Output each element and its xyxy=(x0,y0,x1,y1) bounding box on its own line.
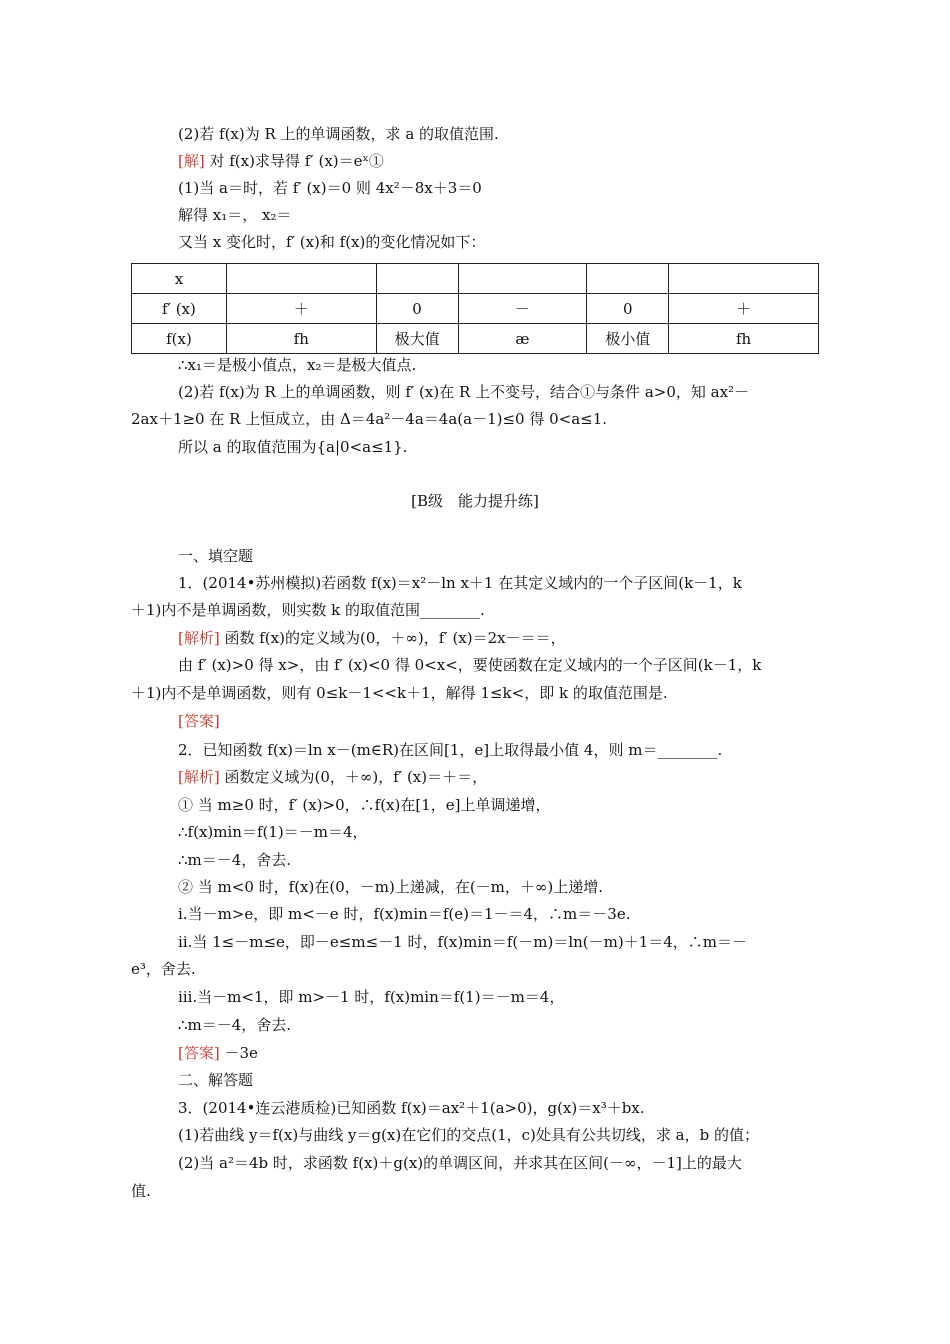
table-cell xyxy=(376,264,458,294)
text-line: 由 f′ (x)>0 得 x>，由 f′ (x)<0 得 0<x<，要使函数在定义域内的一个子区间(k－1，k xyxy=(178,656,762,674)
section-title: 二、解答题 xyxy=(178,1071,254,1089)
table-row xyxy=(132,264,819,294)
text-line: ∴m＝－4，舍去. xyxy=(178,851,292,869)
text-line: ∴f(x)min＝f(1)＝－m＝4， xyxy=(178,823,368,841)
text-line: 所以 a 的取值范围为{a|0<a≤1}. xyxy=(178,438,408,456)
answer-tag: [答案] xyxy=(178,1044,220,1062)
table-cell: － xyxy=(458,294,587,324)
question-line: 1．(2014•苏州模拟)若函数 f(x)＝x²－ln x＋1 在其定义域内的一个子区间(k－1，k xyxy=(178,574,742,592)
text-line: ⅲ.当－m<1，即 m>－1 时，f(x)min＝f(1)＝－m＝4， xyxy=(178,988,565,1006)
table-cell xyxy=(226,264,376,294)
text-line: e³，舍去. xyxy=(131,960,196,978)
answer-tag: [答案] xyxy=(178,712,220,730)
text-line: 又当 x 变化时，f′ (x)和 f(x)的变化情况如下： xyxy=(178,233,486,251)
text-line: ⅰ.当－m>e，即 m<－e 时，f(x)min＝f(e)＝1－＝4，∴m＝－3e. xyxy=(178,905,631,923)
question-line: ＋1)内不是单调函数，则实数 k 的取值范围________. xyxy=(131,601,485,619)
question-line: (1)若曲线 y＝f(x)与曲线 y＝g(x)在它们的交点(1，c)处具有公共切线，求 a，b 的值； xyxy=(178,1126,759,1144)
variation-table xyxy=(131,263,819,354)
text-line: 2ax＋1≥0 在 R 上恒成立，由 Δ＝4a²－4a＝4a(a－1)≤0 得 0<a≤1. xyxy=(131,410,608,428)
table-cell: 0 xyxy=(376,294,458,324)
table-cell: f(x) xyxy=(132,324,227,354)
question-line: 值. xyxy=(131,1182,151,1200)
table-cell: 极小值 xyxy=(587,324,669,354)
answer-line xyxy=(178,1043,258,1063)
table-cell: x xyxy=(132,264,227,294)
text-line: ∴x₁＝是极小值点，x₂＝是极大值点. xyxy=(178,356,417,374)
question-line: 3．(2014•连云港质检)已知函数 f(x)＝ax²＋1(a>0)，g(x)＝x³＋bx. xyxy=(178,1099,645,1117)
solution-text: 对 f(x)求导得 f′ (x)＝eˣ① xyxy=(204,152,384,170)
table-cell: æ xyxy=(458,324,587,354)
text-line: (2)若 f(x)为 R 上的单调函数，求 a 的取值范围. xyxy=(178,125,499,143)
table-cell: f′ (x) xyxy=(132,294,227,324)
table-cell xyxy=(669,264,819,294)
analysis-line xyxy=(178,767,487,787)
text-line: ⅱ.当 1≤－m≤e，即－e≤m≤－1 时，f(x)min＝f(－m)＝ln(－m)＋1＝4，∴m＝－ xyxy=(178,933,748,951)
table-cell: ＋ xyxy=(669,294,819,324)
analysis-text: 函数定义域为(0，＋∞)，f′ (x)＝＋＝， xyxy=(219,768,488,786)
text-line: (2)若 f(x)为 R 上的单调函数，则 f′ (x)在 R 上不变号，结合①与条件 a>0，知 ax²－ xyxy=(178,383,750,401)
section-title: 一、填空题 xyxy=(178,547,254,565)
table-cell xyxy=(458,264,587,294)
table-cell: ＋ xyxy=(226,294,376,324)
table-cell: 极大值 xyxy=(376,324,458,354)
table-cell: fh xyxy=(669,324,819,354)
table-cell: 0 xyxy=(587,294,669,324)
question-line: 2．已知函数 f(x)＝ln x－(m∈R)在区间[1，e]上取得最小值 4，则 m＝________. xyxy=(178,741,723,759)
text-line: ① 当 m≥0 时，f′ (x)>0，∴f(x)在[1，e]上单调递增， xyxy=(178,796,551,814)
analysis-text: 函数 f(x)的定义域为(0，＋∞)，f′ (x)＝2x－＝＝， xyxy=(219,629,566,647)
text-line: ＋1)内不是单调函数，则有 0≤k－1<<k＋1，解得 1≤k<，即 k 的取值范围是. xyxy=(131,684,668,702)
question-line: (2)当 a²＝4b 时，求函数 f(x)＋g(x)的单调区间，并求其在区间(－∞，－1]上的最大 xyxy=(178,1154,742,1172)
text-line: ∴m＝－4，舍去. xyxy=(178,1016,292,1034)
table-row xyxy=(132,324,819,354)
text-line: 解得 x₁＝， x₂＝ xyxy=(178,206,292,224)
section-heading: [B级 能力提升练] xyxy=(411,492,539,510)
solution-line xyxy=(178,151,384,171)
table-cell xyxy=(587,264,669,294)
text-line: ② 当 m<0 时，f(x)在(0，－m)上递减，在(－m，＋∞)上递增. xyxy=(178,878,604,896)
answer-text: －3e xyxy=(219,1044,258,1062)
analysis-tag: [解析] xyxy=(178,629,220,647)
solution-tag: [解] xyxy=(178,152,205,170)
table-cell: fh xyxy=(226,324,376,354)
analysis-tag: [解析] xyxy=(178,768,220,786)
analysis-line xyxy=(178,628,566,648)
table-row xyxy=(132,294,819,324)
text-line: (1)当 a＝时，若 f′ (x)＝0 则 4x²－8x＋3＝0 xyxy=(178,179,482,197)
